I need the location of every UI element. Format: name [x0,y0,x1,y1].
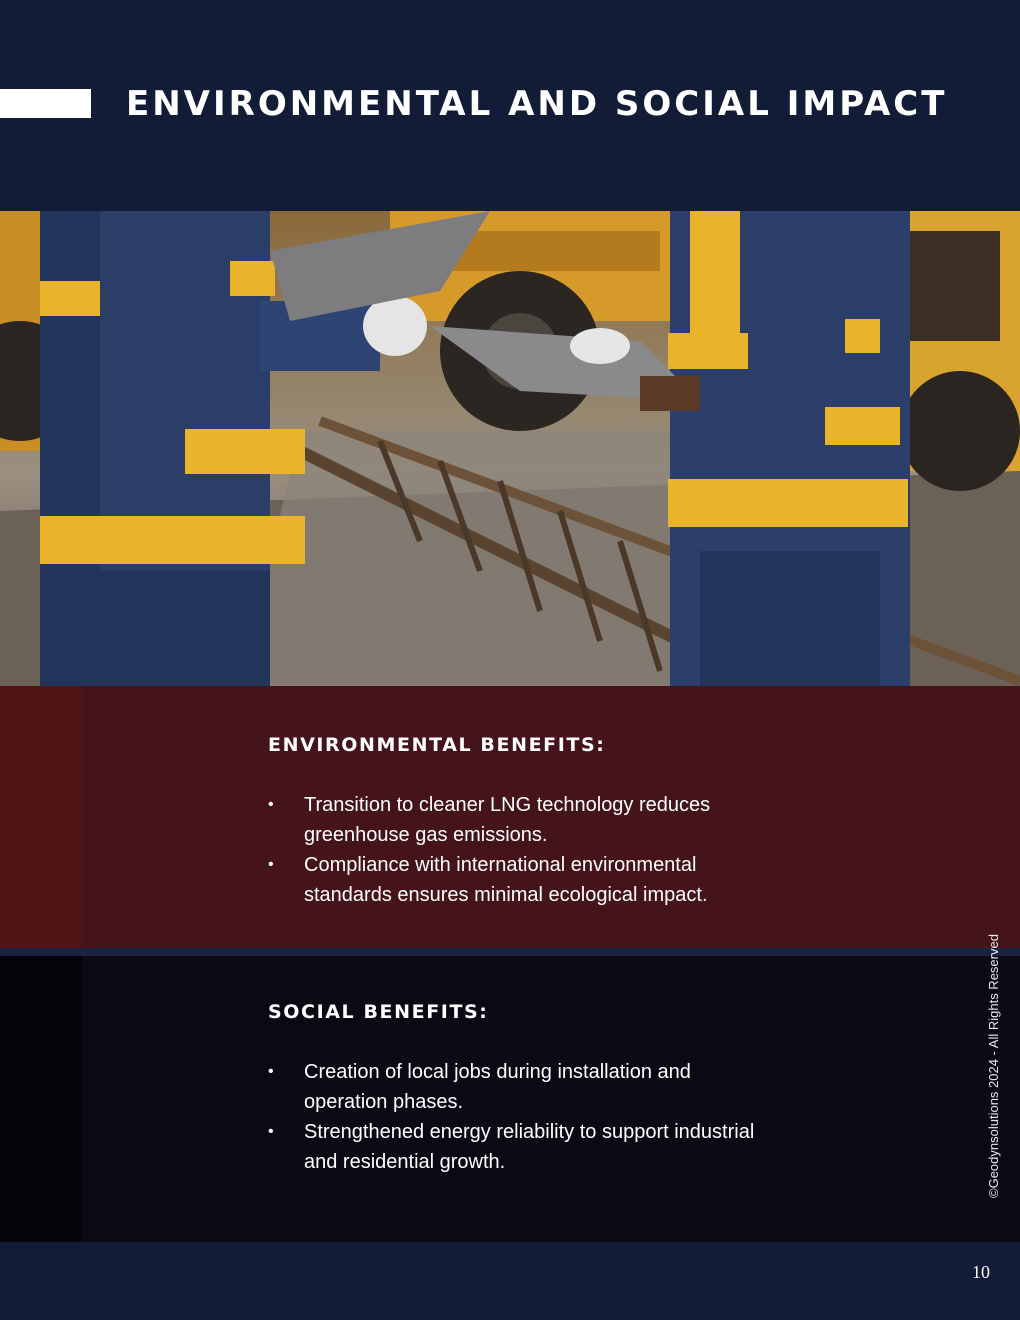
bullet-text: Transition to cleaner LNG technology reduces greenhouse gas emissions. [304,794,711,846]
bullet-icon: • [268,1063,274,1080]
page-number: 10 [972,1262,990,1282]
bullet-icon: • [268,1123,274,1140]
header-accent-bar [0,89,91,118]
environmental-bullet-list [268,790,768,910]
list-item [268,850,768,910]
workers-photo [0,211,1020,686]
workers-illustration [0,211,1020,686]
social-side-strip [0,956,82,1242]
bullet-text: Compliance with international environmental standards ensures minimal ecological impact. [304,854,708,906]
list-item [268,1117,768,1177]
list-item [268,1057,768,1117]
list-item [268,790,768,850]
social-bullet-list [268,1057,768,1177]
copyright-notice: ©Geodynsolutions 2024 - All Rights Reserved [986,934,1001,1198]
environmental-side-strip [0,686,82,948]
bullet-text: Strengthened energy reliability to support industrial and residential growth. [304,1121,755,1173]
bullet-icon: • [268,796,274,813]
bullet-text: Creation of local jobs during installation and operation phases. [304,1061,691,1113]
social-heading: SOCIAL BENEFITS: [268,1001,489,1023]
page-title: ENVIRONMENTAL AND SOCIAL IMPACT [126,84,948,124]
environmental-heading: ENVIRONMENTAL BENEFITS: [268,734,606,756]
bullet-icon: • [268,856,274,873]
section-divider [0,948,1020,956]
